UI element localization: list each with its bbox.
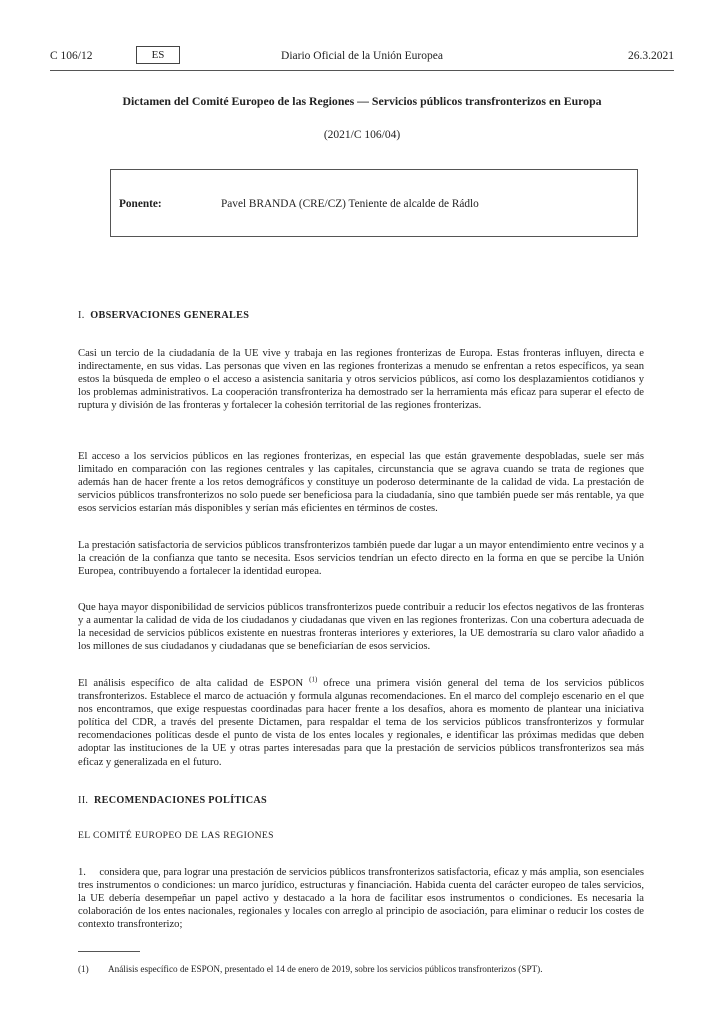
- rapporteur-name: Pavel BRANDA (CRE/CZ) Teniente de alcalde de Rádlo: [221, 198, 479, 210]
- paragraph: El acceso a los servicios públicos en las regiones fronterizas, en especial las que están gravemente despobladas, suele ser más limitado en comparación con las regiones centrales y las capitales, circunstancia que se agrava cuando se trata de regiones que además han de hacer frente a los retos demográficos y constituye un poderoso determinante de la calidad de vida. La prestación de servicios públicos transfronterizos no solo puede ser beneficiosa para la ciudadanía, sino que también puede ser más rentable, ya que esos servicios estarían más disponibles y serían más eficientes en términos de costes.: [78, 451, 644, 515]
- section-title: OBSERVACIONES GENERALES: [90, 310, 250, 321]
- footnote-reference[interactable]: (1): [309, 675, 318, 684]
- issue-number: C 106/12: [50, 50, 93, 62]
- numbered-recommendation: 1. considera que, para lograr una prestación de servicios públicos transfronterizos satisfactoria, eficaz y más amplia, son esenciales tres instrumentos o condiciones: un marco jurídico, estructuras y financiación. Habida cuenta del carácter europeo de tales servicios, la UE debería desempeñar un papel activo y destacado a la hora de facilitar esos instrumentos o condiciones. Es necesaria la colaboración de los entes nacionales, regionales y locales con arreglo al principio de asociación, para eliminar o reducir los costes de contexto transfronterizo;: [78, 867, 647, 931]
- document-title: Dictamen del Comité Europeo de las Regiones — Servicios públicos transfronterizos en Europa: [122, 94, 602, 108]
- paragraph: Casi un tercio de la ciudadanía de la UE vive y trabaja en las regiones fronterizas de Europa. Estas fronteras influyen, directa e indirectamente, en sus vidas. Las personas que viven en las regiones fronterizas a menudo se enfrentan a retos específicos, ya sean estos la búsqueda de empleo o el acceso a asistencia sanitaria y otros servicios públicos, así como los desplazamientos cotidianos y los problemas administrativos. La cooperación transfronteriza ha demostrado ser la herramienta más eficaz para superar el efecto de ruptura y división de las fronteras y fortalecer la cohesión territorial de las regiones fronterizas.: [78, 348, 644, 412]
- page-header: [50, 48, 674, 68]
- committee-subheading: EL COMITÉ EUROPEO DE LAS REGIONES: [78, 830, 274, 841]
- paragraph: La prestación satisfactoria de servicios públicos transfronterizos también puede dar lugar a un mayor entendimiento entre vecinos y a la creación de la confianza que tanto se necesita. Esos servicios tendrían un efecto directo en la forma en que se percibe la Unión Europea, contribuyendo a fortalecer la identidad europea.: [78, 540, 644, 578]
- footnote-divider: [78, 951, 140, 952]
- journal-name: Diario Oficial de la Unión Europea: [281, 50, 443, 62]
- section-title: RECOMENDACIONES POLÍTICAS: [93, 795, 268, 806]
- section-number: II.: [78, 795, 89, 806]
- paragraph-text: El análisis específico de alta calidad de ESPON: [78, 678, 310, 689]
- paragraph: Que haya mayor disponibilidad de servicios públicos transfronterizos puede contribuir a reducir los efectos negativos de las fronteras y a aumentar la calidad de vida de los ciudadanos y ciudadanas que viven en las regiones fronterizas. Con una cobertura adecuada de la necesidad de servicios públicos existente en nuestras fronteras interiores y exteriores, la UE demostraría su claro valor añadido a los millones de sus ciudadanos y ciudadanas que se beneficiarían de esos servicios.: [78, 602, 644, 653]
- document-reference: (2021/C 106/04): [323, 129, 401, 141]
- footnote-mark: (1): [78, 964, 89, 974]
- section-number: I.: [78, 310, 85, 321]
- section-heading: [78, 310, 249, 321]
- section-heading: [78, 795, 267, 806]
- footnote-text: Análisis específico de ESPON, presentado el 14 de enero de 2019, sobre los servicios públicos transfronterizos (SPT).: [108, 964, 543, 974]
- paragraph-text: ofrece una primera visión general del tema de los servicios públicos transfronterizos. Establece el marco de actuación y formula algunas recomendaciones. En el marco del complejo escenario en el que nos encontramos, que exige respuestas coordinadas para hacer frente a los desafíos, ahora es momento de plantear una iniciativa política del CDR, a través del presente Dictamen, para respaldar el tema de los servicios públicos transfronterizos y formular recomendaciones políticas desde el punto de vista de los entes locales y regionales, e identificar las próximas medidas que deben adoptar las instituciones de la UE y otras partes interesadas para que la prestación de servicios públicos transfronterizos sea más eficaz y generalizada en el futuro.: [78, 678, 644, 768]
- header-divider: [50, 70, 674, 71]
- rapporteur-label: Ponente:: [119, 198, 162, 210]
- publication-date: 26.3.2021: [628, 50, 674, 62]
- paragraph: [78, 677, 644, 769]
- rapporteur-box: [110, 169, 638, 237]
- language-badge: ES: [136, 46, 180, 64]
